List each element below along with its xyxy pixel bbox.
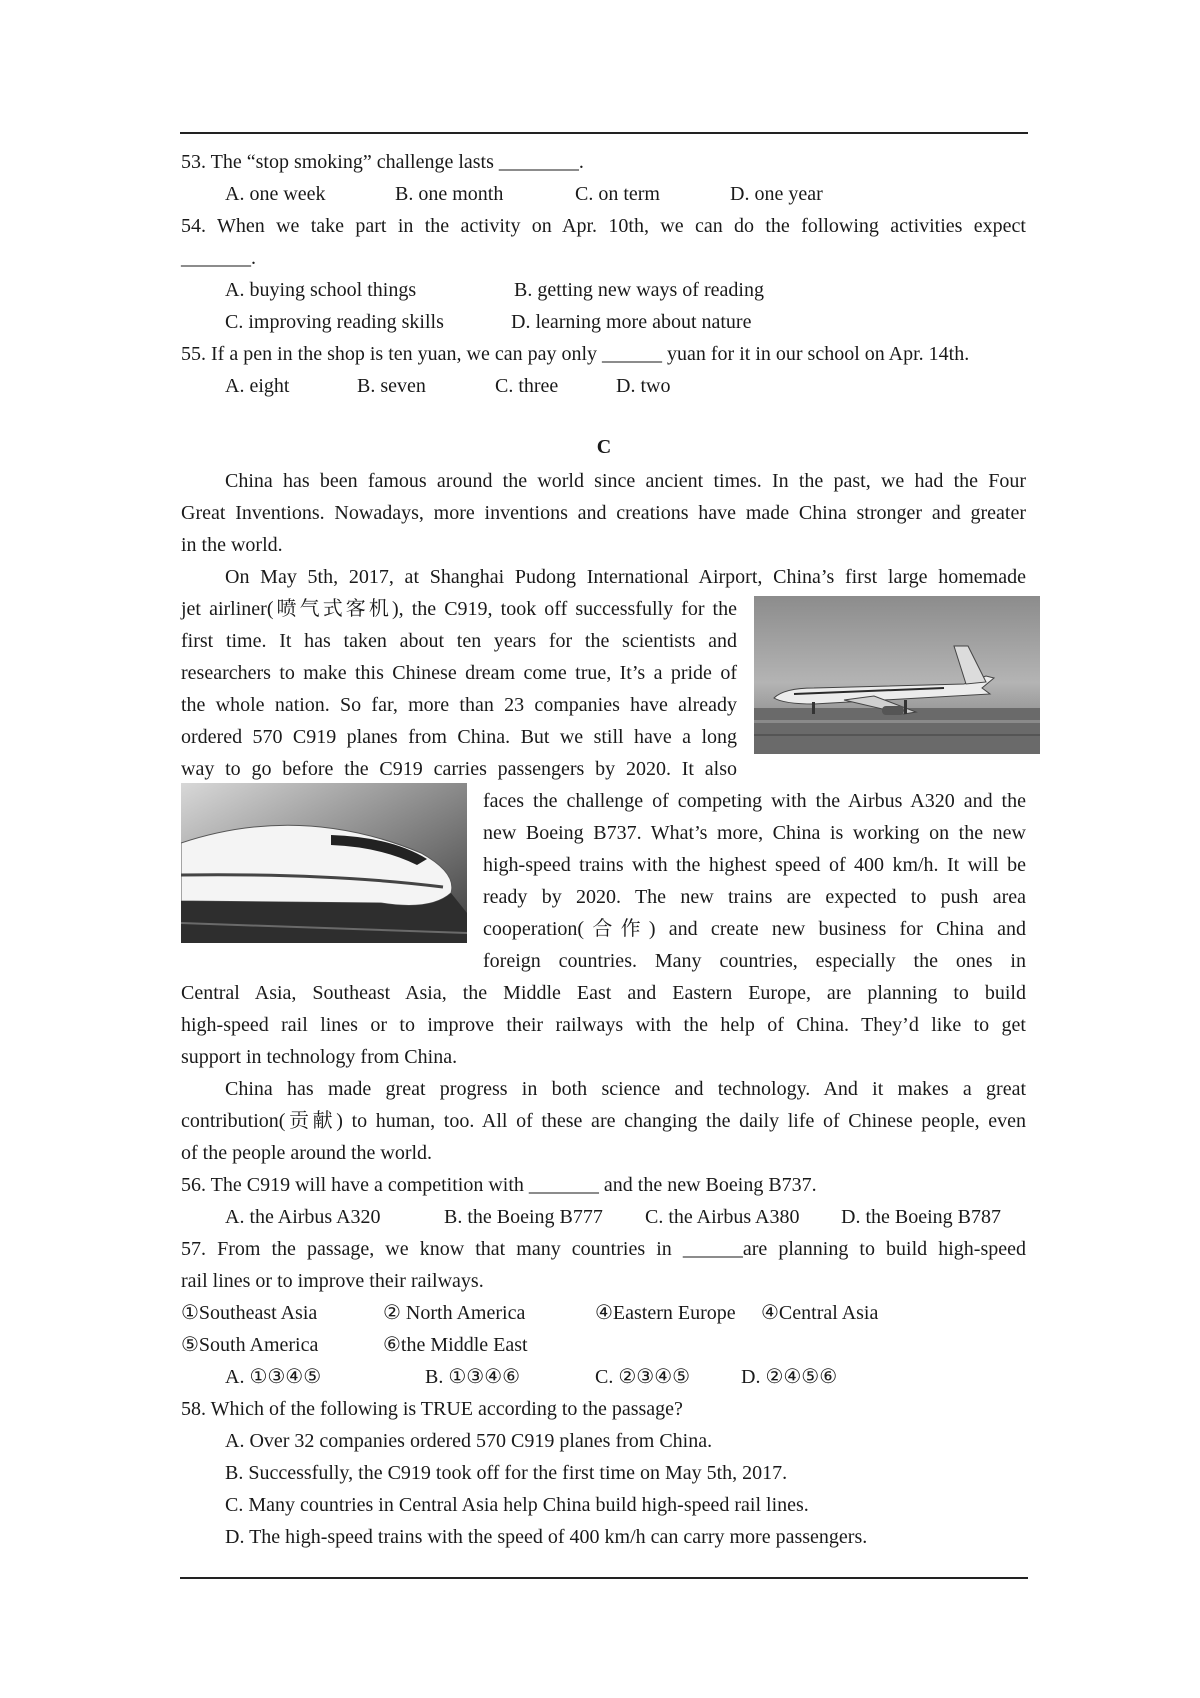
q57-stem-line1: 57. From the passage, we know that many countries in ______are planning to build high-speed xyxy=(181,1238,1026,1260)
q57-region-5: ⑤South America xyxy=(181,1334,319,1356)
q56-option-a: A. the Airbus A320 xyxy=(225,1206,381,1228)
q55-option-d: D. two xyxy=(616,375,671,397)
q53-option-d: D. one year xyxy=(730,183,823,205)
q58-option-c: C. Many countries in Central Asia help China build high-speed rail lines. xyxy=(225,1494,809,1516)
q56-stem: 56. The C919 will have a competition with _______ and the new Boeing B737. xyxy=(181,1174,817,1196)
airliner-photo xyxy=(754,596,1040,754)
q55-option-b: B. seven xyxy=(357,375,426,397)
q57-option-b: B. ①③④⑥ xyxy=(425,1366,521,1388)
q55-option-a: A. eight xyxy=(225,375,290,397)
passage-line: in the world. xyxy=(181,534,283,556)
passage-line: jet airliner(喷气式客机), the C919, took off successfully for the xyxy=(181,598,737,620)
q57-stem-line2: rail lines or to improve their railways. xyxy=(181,1270,484,1292)
passage-line: the whole nation. So far, more than 23 companies have already xyxy=(181,694,737,716)
q57-region-4: ④Central Asia xyxy=(761,1302,879,1324)
section-heading: C xyxy=(596,436,612,458)
passage-line: first time. It has taken about ten years for the scientists and xyxy=(181,630,737,652)
q55-option-c: C. three xyxy=(495,375,559,397)
passage-line: faces the challenge of competing with the Airbus A320 and the xyxy=(483,790,1026,812)
passage-line: way to go before the C919 carries passengers by 2020. It also xyxy=(181,758,737,780)
q53-option-c: C. on term xyxy=(575,183,660,205)
passage-line: high-speed trains with the highest speed of 400 km/h. It will be xyxy=(483,854,1026,876)
q57-region-6: ⑥the Middle East xyxy=(383,1334,528,1356)
q58-option-a: A. Over 32 companies ordered 570 C919 planes from China. xyxy=(225,1430,713,1452)
passage-line: high-speed rail lines or to improve their railways with the help of China. They’d like to get xyxy=(181,1014,1026,1036)
passage-line: Great Inventions. Nowadays, more inventions and creations have made China stronger and greater xyxy=(181,502,1026,524)
q58-option-b: B. Successfully, the C919 took off for the first time on May 5th, 2017. xyxy=(225,1462,788,1484)
q57-region-1: ①Southeast Asia xyxy=(181,1302,318,1324)
q57-option-a: A. ①③④⑤ xyxy=(225,1366,322,1388)
passage-line: support in technology from China. xyxy=(181,1046,458,1068)
q53-stem: 53. The “stop smoking” challenge lasts ________. xyxy=(181,151,584,173)
top-rule xyxy=(180,132,1028,134)
bottom-rule xyxy=(180,1577,1028,1579)
passage-line: foreign countries. Many countries, especially the ones in xyxy=(483,950,1026,972)
q53-option-a: A. one week xyxy=(225,183,326,205)
passage-line: China has made great progress in both science and technology. And it makes a great xyxy=(225,1078,1026,1100)
passage-line: ordered 570 C919 planes from China. But we still have a long xyxy=(181,726,737,748)
passage-line: contribution(贡献) to human, too. All of these are changing the daily life of Chinese people, even xyxy=(181,1110,1026,1132)
q55-stem: 55. If a pen in the shop is ten yuan, we can pay only ______ yuan for it in our school on Apr. 14th. xyxy=(181,343,970,365)
q54-option-b: B. getting new ways of reading xyxy=(514,279,764,301)
q54-stem-line1: 54. When we take part in the activity on Apr. 10th, we can do the following activities expect xyxy=(181,215,1026,237)
q54-stem-line2: _______. xyxy=(181,247,256,269)
q57-region-2: ② North America xyxy=(383,1302,526,1324)
passage-line: Central Asia, Southeast Asia, the Middle East and Eastern Europe, are planning to build xyxy=(181,982,1026,1004)
passage-line: new Boeing B737. What’s more, China is working on the new xyxy=(483,822,1026,844)
q54-option-d: D. learning more about nature xyxy=(511,311,752,333)
q53-option-b: B. one month xyxy=(395,183,504,205)
q57-option-d: D. ②④⑤⑥ xyxy=(741,1366,838,1388)
passage-line: ready by 2020. The new trains are expected to push area xyxy=(483,886,1026,908)
train-photo-graphic xyxy=(181,783,467,943)
q54-option-a: A. buying school things xyxy=(225,279,417,301)
q58-option-d: D. The high-speed trains with the speed of 400 km/h can carry more passengers. xyxy=(225,1526,868,1548)
passage-line: researchers to make this Chinese dream come true, It’s a pride of xyxy=(181,662,737,684)
passage-line: cooperation(合作) and create new business for China and xyxy=(483,918,1026,940)
q56-option-c: C. the Airbus A380 xyxy=(645,1206,800,1228)
q57-region-3: ④Eastern Europe xyxy=(595,1302,736,1324)
passage-line: of the people around the world. xyxy=(181,1142,433,1164)
airliner-photo-graphic xyxy=(754,596,1040,754)
q54-option-c: C. improving reading skills xyxy=(225,311,444,333)
q56-option-b: B. the Boeing B777 xyxy=(444,1206,603,1228)
q58-stem: 58. Which of the following is TRUE according to the passage? xyxy=(181,1398,683,1420)
q57-option-c: C. ②③④⑤ xyxy=(595,1366,691,1388)
train-photo xyxy=(181,783,467,943)
passage-line: China has been famous around the world since ancient times. In the past, we had the Four xyxy=(225,470,1026,492)
q56-option-d: D. the Boeing B787 xyxy=(841,1206,1001,1228)
passage-line: On May 5th, 2017, at Shanghai Pudong International Airport, China’s first large homemade xyxy=(225,566,1026,588)
